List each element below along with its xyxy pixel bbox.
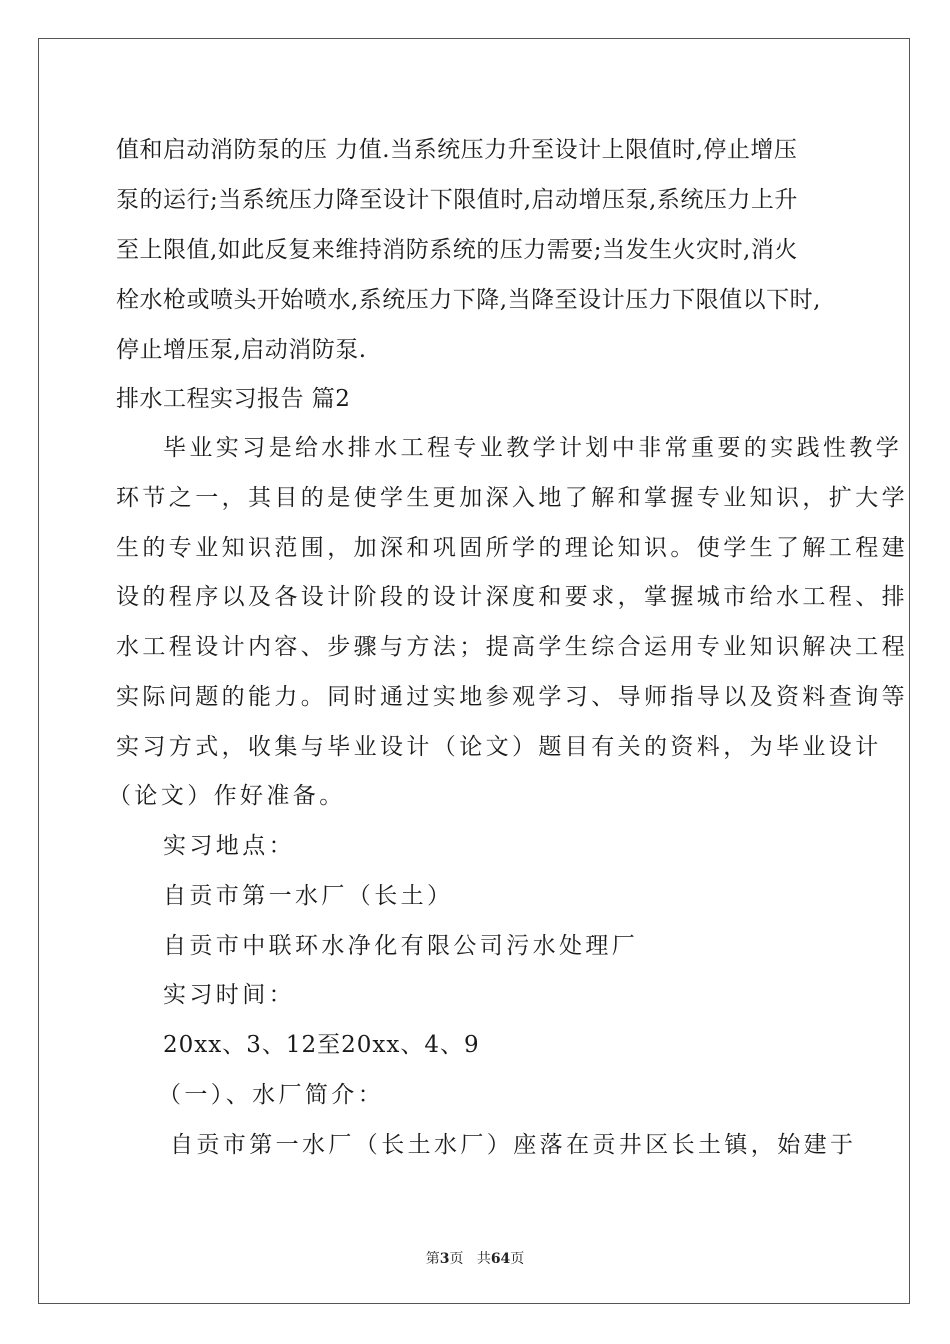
page-prefix: 第	[425, 1251, 440, 1267]
text-line: 栓水枪或喷头开始喷水,系统压力下降,当降至设计压力下限值以下时,	[116, 287, 821, 313]
text-line: 环节之一，其目的是使学生更加深入地了解和掌握专业知识，扩大学	[116, 485, 908, 511]
text-line: 20xx、3、12至20xx、4、9	[163, 1032, 480, 1058]
text-line: 自贡市中联环水净化有限公司污水处理厂	[163, 933, 639, 959]
section-heading: 排水工程实习报告 篇2	[116, 386, 351, 412]
page-border	[38, 38, 910, 1304]
text-line: 生的专业知识范围，加深和巩固所学的理论知识。使学生了解工程建	[116, 535, 908, 561]
text-line: 实际问题的能力。同时通过实地参观学习、导师指导以及资料查询等	[116, 684, 908, 710]
text-line: 泵的运行;当系统压力降至设计下限值时,启动增压泵,系统压力上升	[116, 187, 798, 213]
text-line: （论文）作好准备。	[108, 783, 346, 809]
text-line: 至上限值,如此反复来维持消防系统的压力需要;当发生火灾时,消火	[116, 237, 798, 263]
page-number: 3	[439, 1251, 450, 1267]
page-footer	[0, 1248, 950, 1268]
text-line: 设的程序以及各设计阶段的设计深度和要求，掌握城市给水工程、排	[116, 584, 908, 610]
text-line: （一）、水厂简介：	[158, 1082, 385, 1108]
page-suffix: 页	[449, 1251, 464, 1267]
text-line: 毕业实习是给水排水工程专业教学计划中非常重要的实践性教学	[163, 435, 903, 461]
total-prefix: 共	[476, 1251, 491, 1267]
total-pages: 64	[490, 1251, 511, 1267]
text-line: 自贡市第一水厂（长土水厂）座落在贡井区长土镇，始建于	[170, 1132, 857, 1158]
text-line: 实习地点：	[163, 833, 295, 859]
text-line: 值和启动消防泵的压 力值.当系统压力升至设计上限值时,停止增压	[116, 137, 798, 163]
text-line: 停止增压泵,启动消防泵.	[116, 337, 367, 363]
text-line: 水工程设计内容、步骤与方法；提高学生综合运用专业知识解决工程	[116, 634, 908, 660]
text-line: 实习方式，收集与毕业设计（论文）题目有关的资料，为毕业设计	[116, 734, 882, 760]
text-line: 实习时间：	[163, 982, 295, 1008]
text-line: 自贡市第一水厂（长土）	[163, 883, 454, 909]
total-suffix: 页	[510, 1251, 525, 1267]
